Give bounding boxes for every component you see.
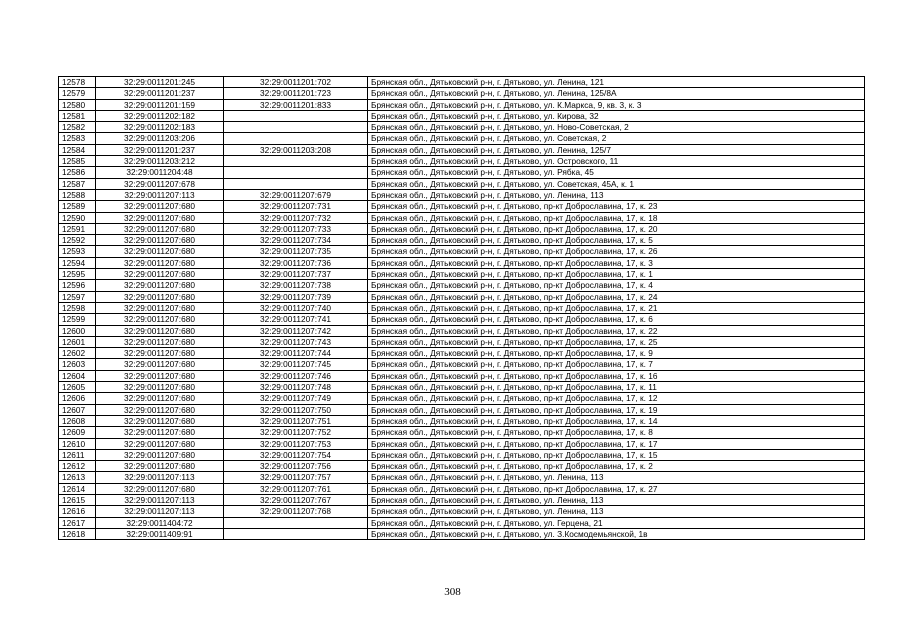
row-number-cell: 12593: [59, 246, 96, 257]
row-number-cell: 12589: [59, 201, 96, 212]
linked-cadastral-number-cell: 32:29:0011207:740: [224, 302, 368, 313]
row-number-cell: 12596: [59, 280, 96, 291]
address-cell: Брянская обл., Дятьковский р-н, г. Дятьково, пр-кт Доброславина, 17, к. 11: [368, 382, 865, 393]
row-number-cell: 12618: [59, 528, 96, 539]
row-number-cell: 12604: [59, 370, 96, 381]
table-row: [59, 302, 865, 313]
table-row: [59, 517, 865, 528]
cadastral-number-cell: 32:29:0011207:680: [96, 212, 224, 223]
address-cell: Брянская обл., Дятьковский р-н, г. Дятьково, пр-кт Доброславина, 17, к. 26: [368, 246, 865, 257]
row-number-cell: 12594: [59, 257, 96, 268]
table-row: [59, 167, 865, 178]
row-number-cell: 12588: [59, 189, 96, 200]
table-row: [59, 472, 865, 483]
cadastral-number-cell: 32:29:0011207:680: [96, 235, 224, 246]
linked-cadastral-number-cell: [224, 122, 368, 133]
cadastral-number-cell: 32:29:0011207:680: [96, 415, 224, 426]
linked-cadastral-number-cell: 32:29:0011207:679: [224, 189, 368, 200]
address-cell: Брянская обл., Дятьковский р-н, г. Дятьково, пр-кт Доброславина, 17, к. 12: [368, 393, 865, 404]
linked-cadastral-number-cell: [224, 178, 368, 189]
linked-cadastral-number-cell: 32:29:0011207:738: [224, 280, 368, 291]
cadastral-number-cell: 32:29:0011204:48: [96, 167, 224, 178]
table-row: [59, 88, 865, 99]
row-number-cell: 12586: [59, 167, 96, 178]
linked-cadastral-number-cell: 32:29:0011207:748: [224, 382, 368, 393]
linked-cadastral-number-cell: 32:29:0011203:208: [224, 144, 368, 155]
cadastral-number-cell: 32:29:0011207:680: [96, 483, 224, 494]
table-row: [59, 189, 865, 200]
table-row: [59, 77, 865, 88]
address-cell: Брянская обл., Дятьковский р-н, г. Дятьково, пр-кт Доброславина, 17, к. 18: [368, 212, 865, 223]
table-row: [59, 269, 865, 280]
table-row: [59, 314, 865, 325]
address-cell: Брянская обл., Дятьковский р-н, г. Дятьково, пр-кт Доброславина, 17, к. 3: [368, 257, 865, 268]
linked-cadastral-number-cell: [224, 517, 368, 528]
address-cell: Брянская обл., Дятьковский р-н, г. Дятьково, ул. Ново-Советская, 2: [368, 122, 865, 133]
table-row: [59, 246, 865, 257]
cadastral-number-cell: 32:29:0011207:680: [96, 280, 224, 291]
row-number-cell: 12614: [59, 483, 96, 494]
address-cell: Брянская обл., Дятьковский р-н, г. Дятьково, пр-кт Доброславина, 17, к. 8: [368, 427, 865, 438]
cadastral-number-cell: 32:29:0011207:680: [96, 291, 224, 302]
table-row: [59, 201, 865, 212]
address-cell: Брянская обл., Дятьковский р-н, г. Дятьково, пр-кт Доброславина, 17, к. 27: [368, 483, 865, 494]
cadastral-number-cell: 32:29:0011201:237: [96, 144, 224, 155]
address-cell: Брянская обл., Дятьковский р-н, г. Дятьково, ул. Герцена, 21: [368, 517, 865, 528]
cadastral-number-cell: 32:29:0011207:680: [96, 325, 224, 336]
address-cell: Брянская обл., Дятьковский р-н, г. Дятьково, пр-кт Доброславина, 17, к. 7: [368, 359, 865, 370]
address-cell: Брянская обл., Дятьковский р-н, г. Дятьково, ул. К.Маркса, 9, кв. 3, к. 3: [368, 99, 865, 110]
row-number-cell: 12587: [59, 178, 96, 189]
table-row: [59, 280, 865, 291]
cadastral-number-cell: 32:29:0011203:206: [96, 133, 224, 144]
address-cell: Брянская обл., Дятьковский р-н, г. Дятьково, пр-кт Доброславина, 17, к. 23: [368, 201, 865, 212]
table-row: [59, 325, 865, 336]
cadastral-number-cell: 32:29:0011207:680: [96, 370, 224, 381]
row-number-cell: 12590: [59, 212, 96, 223]
address-cell: Брянская обл., Дятьковский р-н, г. Дятьково, ул. З.Космодемьянской, 1в: [368, 528, 865, 539]
row-number-cell: 12602: [59, 348, 96, 359]
table-row: [59, 291, 865, 302]
table-row: [59, 427, 865, 438]
address-cell: Брянская обл., Дятьковский р-н, г. Дятьково, ул. Ленина, 125/7: [368, 144, 865, 155]
row-number-cell: 12609: [59, 427, 96, 438]
row-number-cell: 12606: [59, 393, 96, 404]
cadastral-number-cell: 32:29:0011202:183: [96, 122, 224, 133]
linked-cadastral-number-cell: 32:29:0011207:756: [224, 461, 368, 472]
table-row: [59, 122, 865, 133]
cadastral-number-cell: 32:29:0011207:113: [96, 189, 224, 200]
table-row: [59, 144, 865, 155]
cadastral-number-cell: 32:29:0011207:680: [96, 336, 224, 347]
address-cell: Брянская обл., Дятьковский р-н, г. Дятьково, ул. Советская, 2: [368, 133, 865, 144]
table-row: [59, 370, 865, 381]
linked-cadastral-number-cell: 32:29:0011207:751: [224, 415, 368, 426]
cadastral-number-cell: 32:29:0011203:212: [96, 156, 224, 167]
cadastral-number-cell: 32:29:0011207:113: [96, 494, 224, 505]
row-number-cell: 12616: [59, 506, 96, 517]
cadastral-table: [58, 76, 865, 540]
linked-cadastral-number-cell: 32:29:0011207:734: [224, 235, 368, 246]
table-row: [59, 336, 865, 347]
address-cell: Брянская обл., Дятьковский р-н, г. Дятьково, ул. Ленина, 113: [368, 494, 865, 505]
cadastral-number-cell: 32:29:0011207:680: [96, 427, 224, 438]
table-row: [59, 257, 865, 268]
row-number-cell: 12598: [59, 302, 96, 313]
table-body: [59, 77, 865, 540]
table-row: [59, 223, 865, 234]
table-row: [59, 212, 865, 223]
row-number-cell: 12597: [59, 291, 96, 302]
row-number-cell: 12592: [59, 235, 96, 246]
linked-cadastral-number-cell: [224, 156, 368, 167]
linked-cadastral-number-cell: 32:29:0011201:833: [224, 99, 368, 110]
address-cell: Брянская обл., Дятьковский р-н, г. Дятьково, ул. Рябка, 45: [368, 167, 865, 178]
table-row: [59, 483, 865, 494]
address-cell: Брянская обл., Дятьковский р-н, г. Дятьково, пр-кт Доброславина, 17, к. 1: [368, 269, 865, 280]
address-cell: Брянская обл., Дятьковский р-н, г. Дятьково, пр-кт Доброславина, 17, к. 6: [368, 314, 865, 325]
address-cell: Брянская обл., Дятьковский р-н, г. Дятьково, пр-кт Доброславина, 17, к. 24: [368, 291, 865, 302]
linked-cadastral-number-cell: 32:29:0011207:753: [224, 438, 368, 449]
cadastral-number-cell: 32:29:0011207:680: [96, 269, 224, 280]
table-row: [59, 348, 865, 359]
linked-cadastral-number-cell: [224, 528, 368, 539]
cadastral-number-cell: 32:29:0011201:245: [96, 77, 224, 88]
row-number-cell: 12611: [59, 449, 96, 460]
row-number-cell: 12580: [59, 99, 96, 110]
address-cell: Брянская обл., Дятьковский р-н, г. Дятьково, пр-кт Доброславина, 17, к. 15: [368, 449, 865, 460]
table-row: [59, 393, 865, 404]
row-number-cell: 12579: [59, 88, 96, 99]
linked-cadastral-number-cell: 32:29:0011207:752: [224, 427, 368, 438]
table-row: [59, 449, 865, 460]
cadastral-number-cell: 32:29:0011207:680: [96, 223, 224, 234]
cadastral-number-cell: 32:29:0011207:680: [96, 359, 224, 370]
row-number-cell: 12615: [59, 494, 96, 505]
linked-cadastral-number-cell: 32:29:0011207:737: [224, 269, 368, 280]
cadastral-number-cell: 32:29:0011409:91: [96, 528, 224, 539]
address-cell: Брянская обл., Дятьковский р-н, г. Дятьково, пр-кт Доброславина, 17, к. 16: [368, 370, 865, 381]
linked-cadastral-number-cell: 32:29:0011207:750: [224, 404, 368, 415]
cadastral-number-cell: 32:29:0011207:113: [96, 506, 224, 517]
cadastral-number-cell: 32:29:0011404:72: [96, 517, 224, 528]
table-row: [59, 235, 865, 246]
table-row: [59, 494, 865, 505]
row-number-cell: 12613: [59, 472, 96, 483]
address-cell: Брянская обл., Дятьковский р-н, г. Дятьково, ул. Советская, 45А, к. 1: [368, 178, 865, 189]
table-row: [59, 156, 865, 167]
cadastral-number-cell: 32:29:0011201:237: [96, 88, 224, 99]
row-number-cell: 12591: [59, 223, 96, 234]
linked-cadastral-number-cell: 32:29:0011207:735: [224, 246, 368, 257]
cadastral-number-cell: 32:29:0011202:182: [96, 110, 224, 121]
row-number-cell: 12608: [59, 415, 96, 426]
row-number-cell: 12584: [59, 144, 96, 155]
linked-cadastral-number-cell: 32:29:0011207:744: [224, 348, 368, 359]
linked-cadastral-number-cell: 32:29:0011207:768: [224, 506, 368, 517]
address-cell: Брянская обл., Дятьковский р-н, г. Дятьково, пр-кт Доброславина, 17, к. 9: [368, 348, 865, 359]
row-number-cell: 12617: [59, 517, 96, 528]
cadastral-number-cell: 32:29:0011207:680: [96, 393, 224, 404]
address-cell: Брянская обл., Дятьковский р-н, г. Дятьково, пр-кт Доброславина, 17, к. 2: [368, 461, 865, 472]
row-number-cell: 12595: [59, 269, 96, 280]
address-cell: Брянская обл., Дятьковский р-н, г. Дятьково, ул. Ленина, 121: [368, 77, 865, 88]
linked-cadastral-number-cell: 32:29:0011207:741: [224, 314, 368, 325]
cadastral-number-cell: 32:29:0011207:680: [96, 257, 224, 268]
table-row: [59, 382, 865, 393]
address-cell: Брянская обл., Дятьковский р-н, г. Дятьково, пр-кт Доброславина, 17, к. 5: [368, 235, 865, 246]
linked-cadastral-number-cell: 32:29:0011207:761: [224, 483, 368, 494]
table-row: [59, 404, 865, 415]
row-number-cell: 12612: [59, 461, 96, 472]
linked-cadastral-number-cell: 32:29:0011207:731: [224, 201, 368, 212]
cadastral-number-cell: 32:29:0011201:159: [96, 99, 224, 110]
linked-cadastral-number-cell: 32:29:0011207:732: [224, 212, 368, 223]
address-cell: Брянская обл., Дятьковский р-н, г. Дятьково, пр-кт Доброславина, 17, к. 21: [368, 302, 865, 313]
table-row: [59, 528, 865, 539]
cadastral-number-cell: 32:29:0011207:113: [96, 472, 224, 483]
row-number-cell: 12583: [59, 133, 96, 144]
cadastral-number-cell: 32:29:0011207:680: [96, 246, 224, 257]
row-number-cell: 12610: [59, 438, 96, 449]
linked-cadastral-number-cell: 32:29:0011207:754: [224, 449, 368, 460]
address-cell: Брянская обл., Дятьковский р-н, г. Дятьково, пр-кт Доброславина, 17, к. 25: [368, 336, 865, 347]
address-cell: Брянская обл., Дятьковский р-н, г. Дятьково, ул. Ленина, 113: [368, 472, 865, 483]
cadastral-number-cell: 32:29:0011207:680: [96, 404, 224, 415]
cadastral-number-cell: 32:29:0011207:680: [96, 201, 224, 212]
cadastral-number-cell: 32:29:0011207:680: [96, 438, 224, 449]
address-cell: Брянская обл., Дятьковский р-н, г. Дятьково, пр-кт Доброславина, 17, к. 22: [368, 325, 865, 336]
linked-cadastral-number-cell: 32:29:0011207:757: [224, 472, 368, 483]
row-number-cell: 12581: [59, 110, 96, 121]
cadastral-number-cell: 32:29:0011207:680: [96, 302, 224, 313]
row-number-cell: 12585: [59, 156, 96, 167]
table-row: [59, 133, 865, 144]
cadastral-number-cell: 32:29:0011207:678: [96, 178, 224, 189]
address-cell: Брянская обл., Дятьковский р-н, г. Дятьково, ул. Ленина, 113: [368, 506, 865, 517]
linked-cadastral-number-cell: [224, 133, 368, 144]
cadastral-number-cell: 32:29:0011207:680: [96, 382, 224, 393]
table-row: [59, 99, 865, 110]
table-row: [59, 178, 865, 189]
row-number-cell: 12599: [59, 314, 96, 325]
cadastral-number-cell: 32:29:0011207:680: [96, 314, 224, 325]
linked-cadastral-number-cell: 32:29:0011207:746: [224, 370, 368, 381]
row-number-cell: 12600: [59, 325, 96, 336]
cadastral-number-cell: 32:29:0011207:680: [96, 449, 224, 460]
linked-cadastral-number-cell: 32:29:0011207:745: [224, 359, 368, 370]
address-cell: Брянская обл., Дятьковский р-н, г. Дятьково, пр-кт Доброславина, 17, к. 19: [368, 404, 865, 415]
table-row: [59, 359, 865, 370]
row-number-cell: 12582: [59, 122, 96, 133]
linked-cadastral-number-cell: [224, 110, 368, 121]
row-number-cell: 12578: [59, 77, 96, 88]
linked-cadastral-number-cell: 32:29:0011207:739: [224, 291, 368, 302]
linked-cadastral-number-cell: 32:29:0011207:736: [224, 257, 368, 268]
row-number-cell: 12603: [59, 359, 96, 370]
address-cell: Брянская обл., Дятьковский р-н, г. Дятьково, ул. Кирова, 32: [368, 110, 865, 121]
linked-cadastral-number-cell: 32:29:0011207:767: [224, 494, 368, 505]
table-row: [59, 415, 865, 426]
address-cell: Брянская обл., Дятьковский р-н, г. Дятьково, ул. Ленина, 125/8А: [368, 88, 865, 99]
linked-cadastral-number-cell: 32:29:0011201:702: [224, 77, 368, 88]
address-cell: Брянская обл., Дятьковский р-н, г. Дятьково, пр-кт Доброславина, 17, к. 14: [368, 415, 865, 426]
linked-cadastral-number-cell: 32:29:0011207:742: [224, 325, 368, 336]
linked-cadastral-number-cell: 32:29:0011207:733: [224, 223, 368, 234]
table-row: [59, 110, 865, 121]
table-row: [59, 461, 865, 472]
page-number: 308: [444, 586, 461, 598]
cadastral-number-cell: 32:29:0011207:680: [96, 461, 224, 472]
row-number-cell: 12607: [59, 404, 96, 415]
address-cell: Брянская обл., Дятьковский р-н, г. Дятьково, пр-кт Доброславина, 17, к. 20: [368, 223, 865, 234]
address-cell: Брянская обл., Дятьковский р-н, г. Дятьково, пр-кт Доброславина, 17, к. 4: [368, 280, 865, 291]
address-cell: Брянская обл., Дятьковский р-н, г. Дятьково, ул. Островского, 11: [368, 156, 865, 167]
row-number-cell: 12601: [59, 336, 96, 347]
address-cell: Брянская обл., Дятьковский р-н, г. Дятьково, ул. Ленина, 113: [368, 189, 865, 200]
table-row: [59, 506, 865, 517]
linked-cadastral-number-cell: 32:29:0011207:749: [224, 393, 368, 404]
row-number-cell: 12605: [59, 382, 96, 393]
table-row: [59, 438, 865, 449]
linked-cadastral-number-cell: 32:29:0011201:723: [224, 88, 368, 99]
cadastral-number-cell: 32:29:0011207:680: [96, 348, 224, 359]
address-cell: Брянская обл., Дятьковский р-н, г. Дятьково, пр-кт Доброславина, 17, к. 17: [368, 438, 865, 449]
linked-cadastral-number-cell: [224, 167, 368, 178]
linked-cadastral-number-cell: 32:29:0011207:743: [224, 336, 368, 347]
